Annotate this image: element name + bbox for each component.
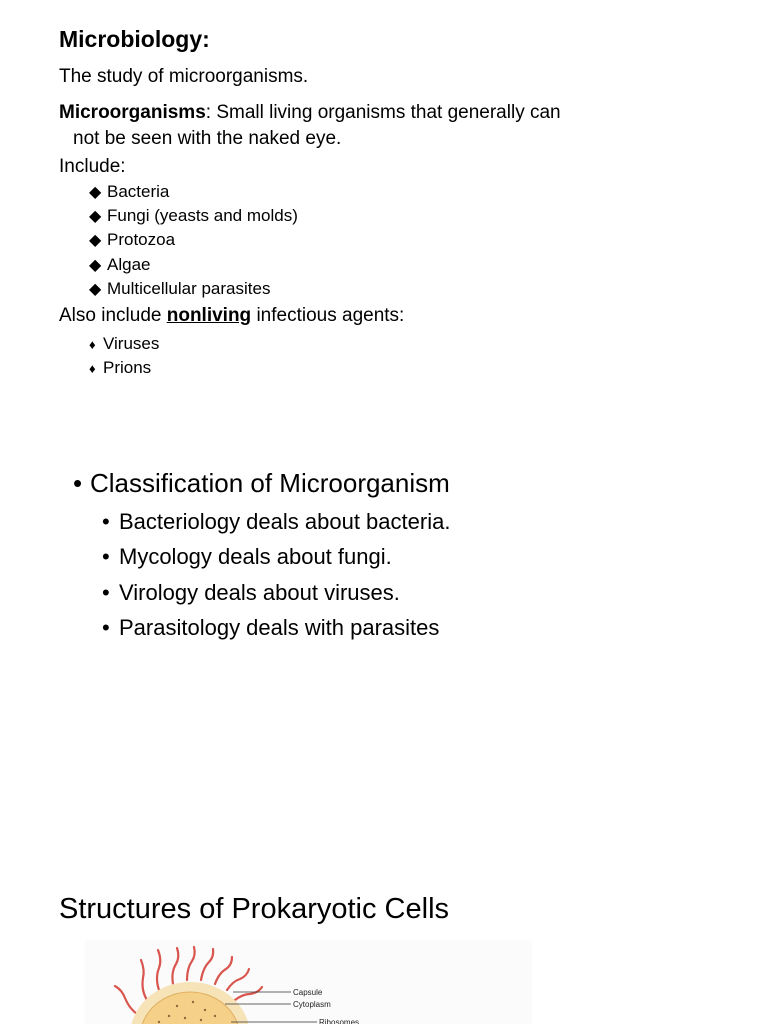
bullet-icon: • — [102, 614, 110, 640]
list-item — [89, 205, 298, 229]
figure-label-ribosomes: Ribosomes — [319, 1018, 360, 1024]
list-item — [102, 506, 450, 541]
list-item — [102, 612, 450, 647]
page-heading: Microbiology: — [59, 26, 210, 52]
microorganisms-term: Microorganisms — [59, 102, 206, 123]
list-item-text: Virology deals about viruses. — [119, 579, 400, 605]
diamond-bullet-icon: ◆ — [89, 256, 102, 274]
classification-title: Classification of Microorganism — [90, 468, 450, 498]
diamond-bullet-icon: ◆ — [89, 184, 102, 201]
list-item-text: Prions — [103, 358, 152, 377]
bullet-icon: • — [102, 579, 110, 605]
list-item — [102, 541, 450, 576]
structures-title: Structures of Prokaryotic Cells — [59, 893, 450, 925]
list-item — [89, 254, 298, 278]
diamond-bullet-icon: ♦ — [89, 361, 96, 376]
cell-diagram-svg — [85, 940, 532, 1024]
prokaryotic-cell-figure — [85, 940, 532, 1024]
nonliving-emphasis: nonliving — [166, 305, 252, 326]
classification-heading — [73, 468, 450, 499]
list-item-text: Viruses — [103, 334, 160, 353]
diamond-bullet-icon: ◆ — [89, 232, 102, 250]
agents-list — [89, 333, 159, 381]
diamond-bullet-icon: ◆ — [89, 208, 102, 226]
include-list — [89, 181, 298, 302]
list-item-text: Multicellular parasites — [107, 278, 271, 298]
also-include-suffix: infectious agents: — [251, 305, 405, 326]
list-item-text: Protozoa — [107, 230, 176, 250]
term-separator: : — [205, 102, 217, 123]
list-item-text: Algae — [107, 254, 151, 274]
also-include-prefix: Also include — [59, 305, 167, 326]
also-include-line — [59, 305, 404, 327]
microorganisms-definition — [59, 100, 699, 152]
list-item-text: Mycology deals about fungi. — [119, 544, 392, 570]
list-item-text: Parasitology deals with parasites — [119, 614, 440, 640]
bullet-icon: • — [73, 468, 83, 498]
microorganisms-desc-line1: Small living organisms that generally can — [216, 102, 561, 123]
diamond-bullet-icon: ♦ — [89, 337, 96, 352]
bullet-icon: • — [102, 544, 110, 570]
figure-label-capsule: Capsule — [293, 988, 323, 997]
list-item-text: Bacteria — [107, 182, 170, 201]
definition-text: The study of microorganisms. — [59, 66, 309, 87]
list-item-text: Bacteriology deals about bacteria. — [119, 509, 451, 534]
list-item-text: Fungi (yeasts and molds) — [107, 206, 298, 226]
list-item — [89, 278, 298, 302]
list-item — [89, 229, 298, 253]
microorganisms-desc-line2: not be seen with the naked eye. — [73, 128, 342, 149]
list-item — [89, 181, 298, 205]
figure-label-cytoplasm: Cytoplasm — [293, 1000, 331, 1009]
list-item — [102, 577, 450, 612]
diamond-bullet-icon: ◆ — [89, 280, 102, 298]
include-label: Include: — [59, 156, 126, 177]
list-item — [89, 357, 159, 381]
bullet-icon: • — [102, 509, 110, 534]
list-item — [89, 333, 159, 357]
classification-list — [102, 506, 450, 647]
